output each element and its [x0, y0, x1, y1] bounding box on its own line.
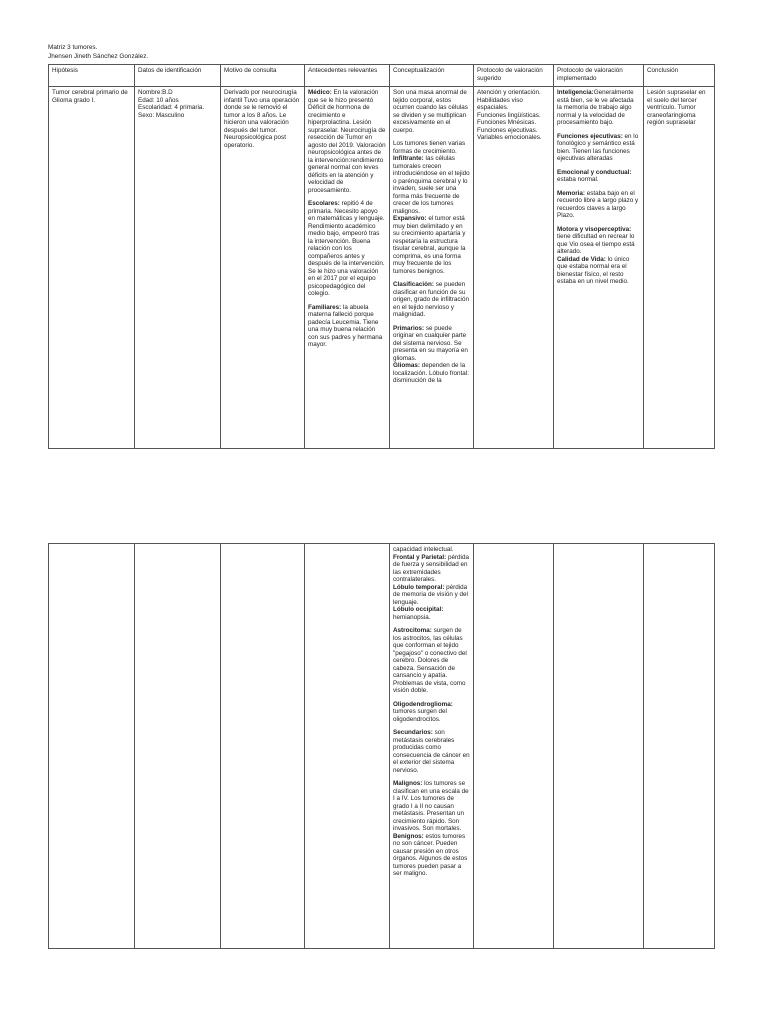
- secondary-info: Secundarios: son metástasis cerebrales producidas como consecuencia de cáncer en el exterior del sistema nervioso.: [393, 729, 470, 774]
- lobe-effects: capacidad intelectual. Frontal y Parietal: pérdida de fuerza y sensibilidad en las extremidades contralaterales. Lóbulo temporal: pérdida de memoria de visión y del lenguaje. Lóbulo occipital: hemianopsia.: [393, 546, 469, 621]
- conclusion-cell: Lesión supraselar en el suelo del tercer ventrículo. Tumor craneofaringioma región supraselar: [644, 87, 715, 449]
- family-background: Familiares: la abuela materna falleció porque padecía Leucemia. Tiene una muy buena relación con sus padres y hermana mayor.: [308, 303, 383, 348]
- conceptualization-cell: [390, 87, 474, 449]
- conceptualization-continued-cell: [390, 544, 474, 949]
- identification-cell: [135, 87, 221, 449]
- astrocytoma-info: Astrocitoma: surgen de los astrocitos, las células que conforman el tejido "pegajoso" o conectivo del cerebro. Dolores de cabeza. Sensación de cansancio y apatía. Problemas de vista, como visión doble.: [393, 627, 467, 694]
- id-name: Nombre:B.D: [138, 89, 173, 96]
- executive-result: Funciones ejecutivas: en lo fonológico y semántico está bien. Tienen las funciones ejecutivas alteradas: [557, 132, 639, 162]
- suggested-protocol-cell: Atención y orientación. Habilidades viso espaciales. Funciones lingüísticas. Funciones Mnésicas. Funciones ejecutivas. Variables emocionales.: [474, 87, 554, 449]
- column-header: Motivo de consulta: [221, 65, 305, 87]
- motor-result: Motora y visoperceptiva: tiene dificultad en recrear lo que Vio osea el tiempo está alterado.: [557, 225, 635, 255]
- column-header: Datos de identificación: [135, 65, 221, 87]
- table-row: [49, 544, 715, 949]
- id-sex: Sexo: Masculino: [138, 111, 185, 119]
- emotional-result: Emocional y conductual: estaba normal.: [557, 168, 632, 183]
- column-header: Protocolo de valoración sugerido: [474, 65, 554, 87]
- tumor-matrix-table: [48, 64, 715, 449]
- column-header: Conceptualización: [390, 65, 474, 87]
- empty-cell: [221, 544, 305, 949]
- empty-cell: [135, 544, 221, 949]
- hipotesis-cell: Tumor cerebral primario de Glioma grado I.: [49, 87, 135, 449]
- empty-cell: [474, 544, 554, 949]
- column-header: Protocolo de valoración implementado: [554, 65, 644, 87]
- medical-background: Médico: En la valoración que se le hizo presentó Déficit de hormona de crecimiento e hiperprolactina. Lesión supraselar. Neurocirugía de resección de Tumor en agosto del 2019. Valoración neuropsicológica antes de la intervención:rendimiento general normal con leves déficits en la atención y velocidad de procesamiento.: [308, 89, 386, 194]
- school-background: Escolares: repitió 4 de primaria. Necesito apoyo en matemáticas y lenguaje. Rendimiento académico medio bajo, empeoró tras la intervención. Buena relación con los compañeros antes y después de la intervención. Se le hizo una valoración en el 2017 por el equipo psicopedagógico del colegio.: [308, 200, 385, 297]
- concept-growth: Los tumores tienen varias formas de crecimiento. Infiltrante: las células tumorales crecen introduciéndose en el tejido o parénquima cerebral y lo invaden, suele ser una forma más frecuente de crecer de los tumores malignos. Expansivo: el tumor está muy bien delimitado y en su crecimiento apartaría y respetaría la estructura tisular cerebral, aunque la comprima, es una forma muy frecuente de los tumores benignos.: [393, 140, 470, 275]
- id-age: Edad: 10 años: [138, 96, 179, 104]
- doc-author: Jhensen Jineth Sánchez González.: [48, 52, 149, 60]
- column-header: Antecedentes relevantes: [305, 65, 390, 87]
- doc-title: Matriz 3 tumores.: [48, 44, 98, 51]
- empty-cell: [554, 544, 644, 949]
- consultation-reason-cell: Derivado por neurocirugía infantil Tuvo una operación donde se le removió el tumor a los 8 años. Le hicieron una valoración después del tumor. Neuropsicológica post operatorio.: [221, 87, 305, 449]
- oligodendroglioma-info: Oligodendroglioma: tumores surgen del oligodendrocitos.: [393, 700, 453, 723]
- column-header: Hipótesis: [49, 65, 135, 87]
- concept-primary: Primarios: se puede originar en cualquier parte del sistema nervioso. Se presenta en su mayoría en gliomas. Gliomas: dependen de la localización. Lóbulo frontal: disminución de la: [393, 324, 469, 384]
- document-header: [48, 44, 148, 61]
- empty-cell: [49, 544, 135, 949]
- malignant-benign-info: Malignos: los tumores se clasifican en una escala de I a IV. Los tumores de grado I a II no causan metástasis. Presentan un crecimiento rápido. Son invasivos. Son mortales. Benignos: estos tumores no son cáncer. Pueden causar presión en otros órganos. Algunos de estos tumores pueden pasar a ser maligno.: [393, 780, 469, 877]
- tumor-matrix-table-continued: [48, 543, 715, 949]
- intelligence-result: Inteligencia:Generalmente está bien, se le ve afectada la memoria de trabajo algo normal y la velocidad de procesamiento bajo.: [557, 89, 634, 126]
- empty-cell: [305, 544, 390, 949]
- background-cell: [305, 87, 390, 449]
- implemented-protocol-cell: [554, 87, 644, 449]
- id-schooling: Escolaridad: 4 primaria.: [138, 104, 205, 111]
- empty-cell: [644, 544, 715, 949]
- table-row: [49, 87, 715, 449]
- concept-classification: Clasificación: se pueden clasificar en función de su origen, grado de infiltración en el tejido nervioso y malignidad.: [393, 281, 469, 318]
- table-header-row: [49, 65, 715, 87]
- quality-of-life-result: Calidad de Vida: lo único que estaba normal era el bienestar físico, el resto estaba en un nivel medio.: [557, 255, 630, 285]
- concept-intro: Son una masa anormal de tejido corporal, estos ocurren cuando las células se dividen y se multiplican excesivamente en el cuerpo.: [393, 89, 468, 134]
- column-header: Conclusión: [644, 65, 715, 87]
- memory-result: Memoria: estaba bajo en el recuerdo libre a largo plazo y recuerdos claves a largo Plazo.: [557, 189, 639, 219]
